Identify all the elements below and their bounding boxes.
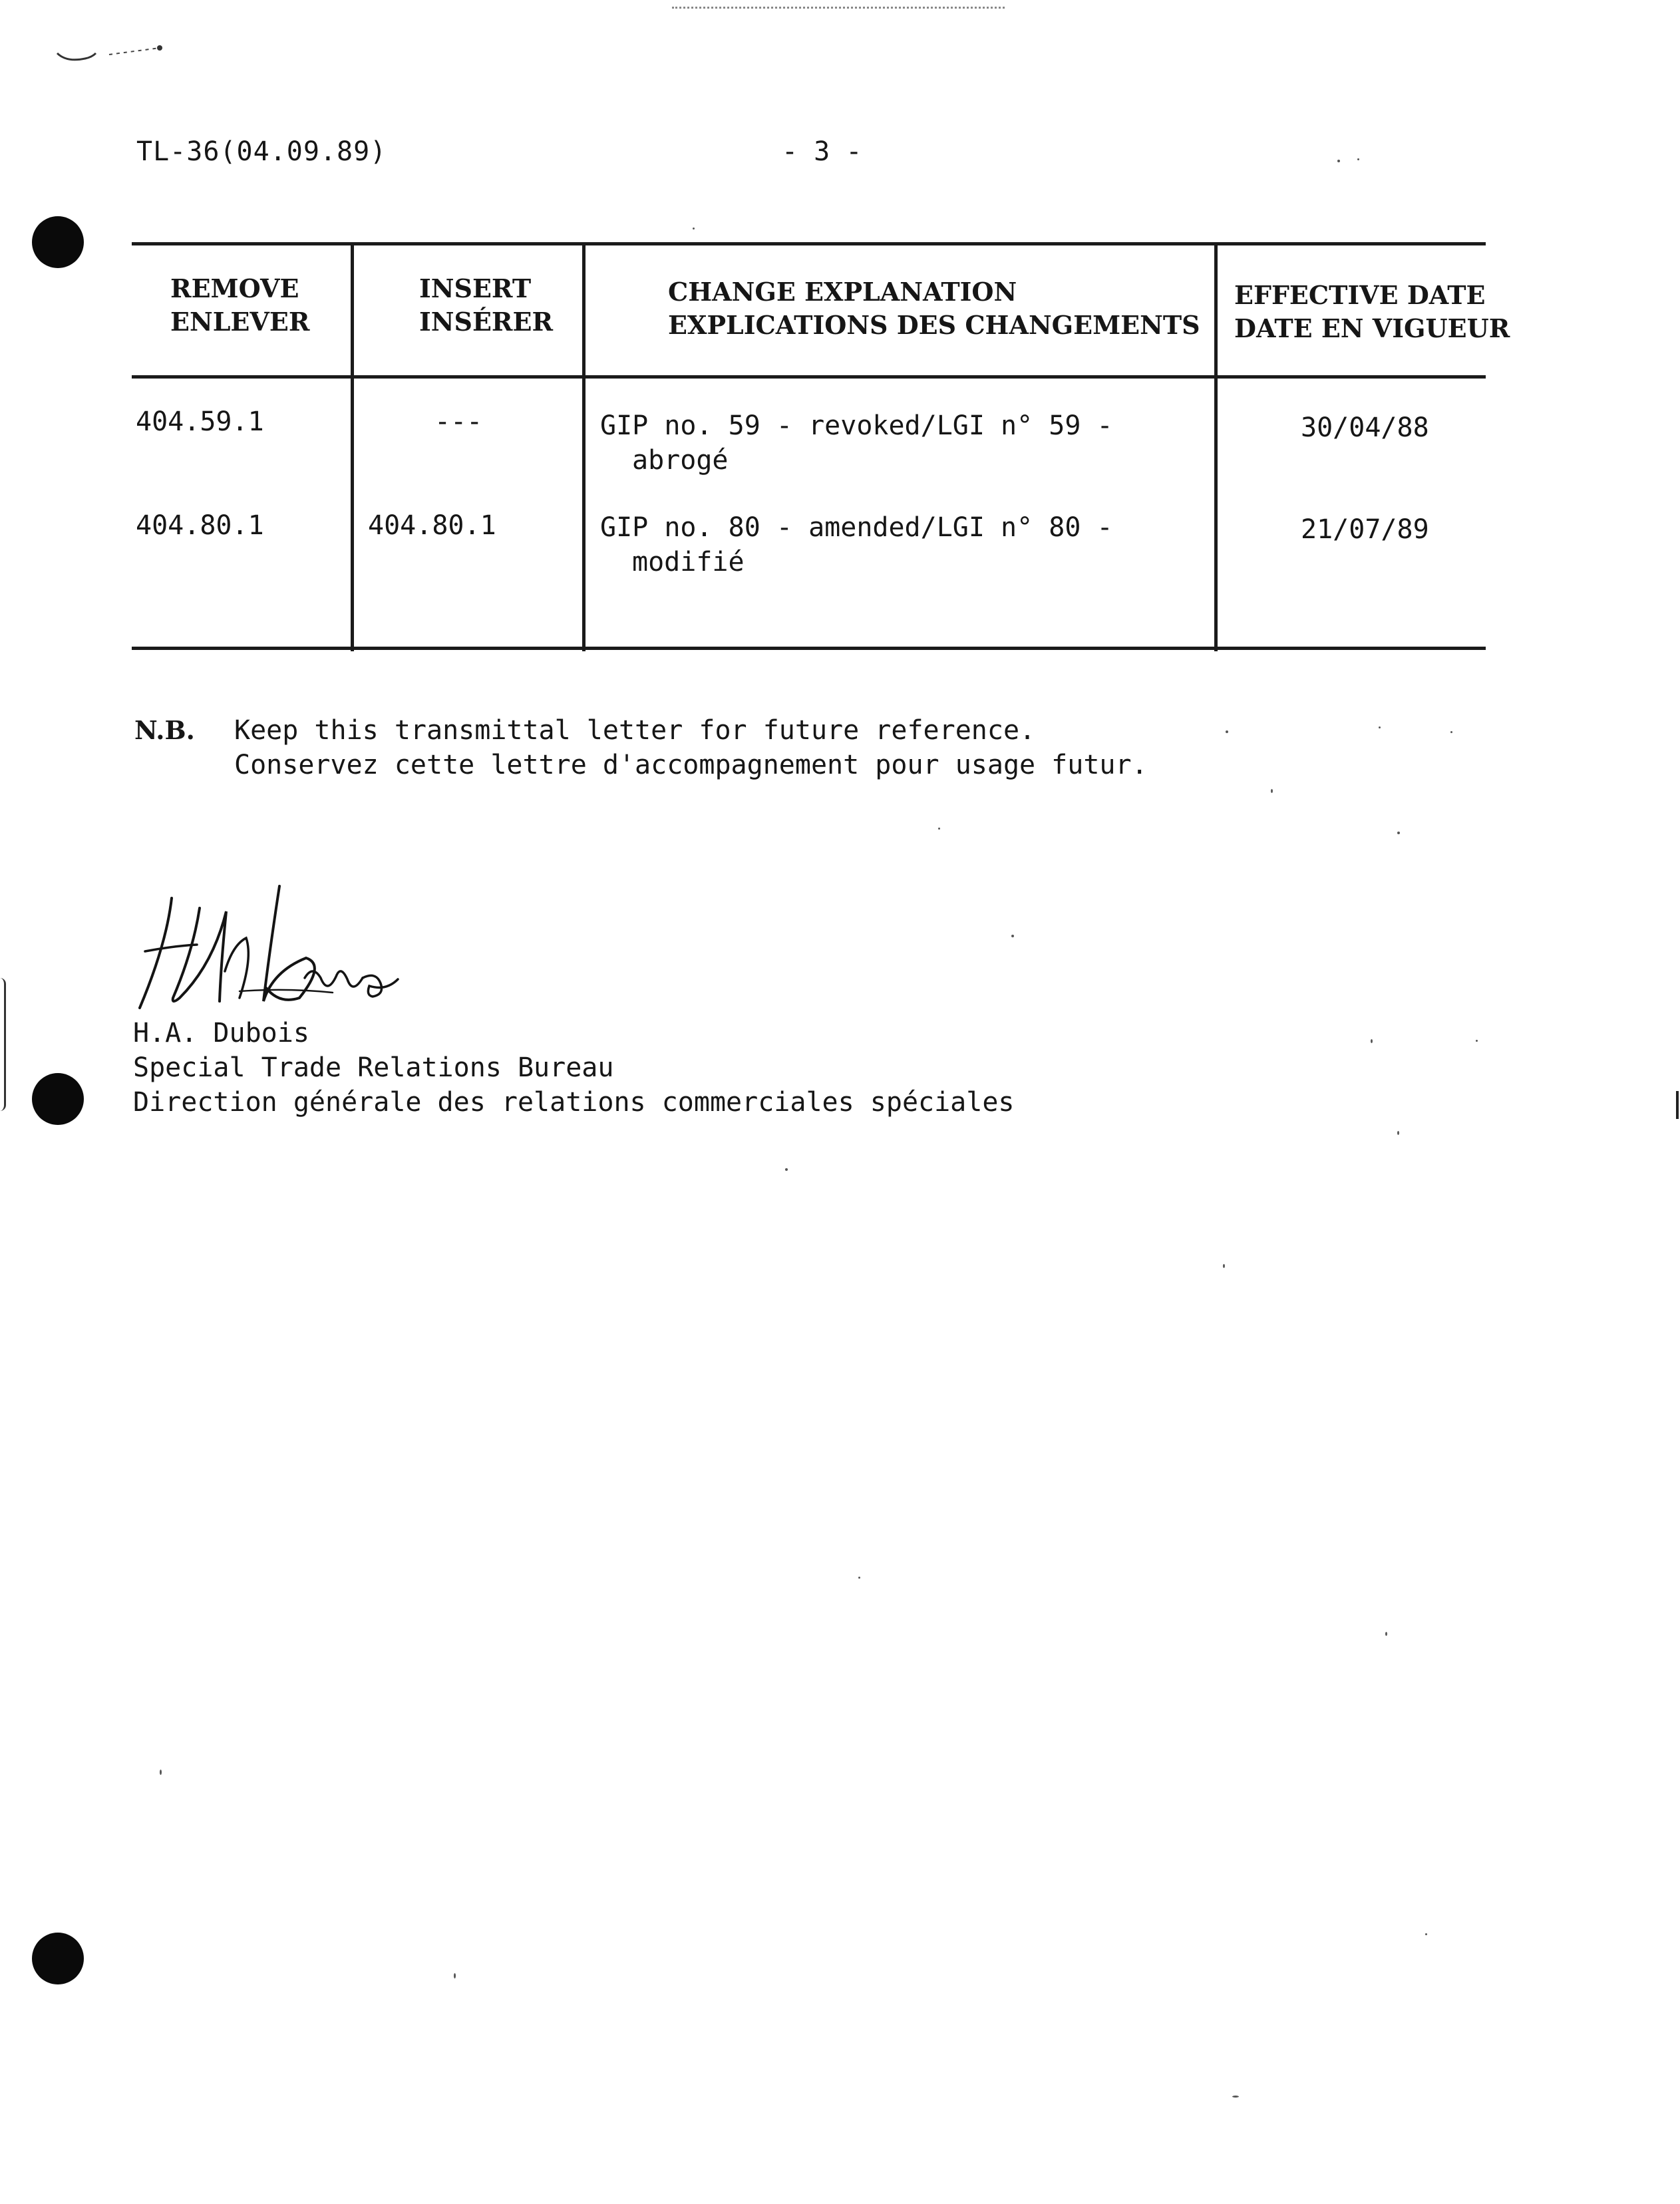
column-header-remove-en: REMOVE [170, 273, 299, 303]
scan-speck [1357, 158, 1359, 160]
scan-speck [1385, 1632, 1387, 1636]
signatory-office-fr: Direction générale des relations commerciales spéciales [133, 1087, 1015, 1118]
scan-speck [693, 228, 695, 230]
punch-hole-bottom [32, 1933, 84, 1984]
row1-explanation-line1: GIP no. 59 - revoked/LGI n° 59 - [600, 410, 1113, 441]
scan-speck [1226, 730, 1228, 733]
transmittal-table [132, 242, 1510, 651]
column-header-explanation [668, 275, 1200, 342]
scan-speck [1397, 832, 1400, 834]
scan-speck [1011, 935, 1014, 937]
row2-insert: 404.80.1 [368, 510, 496, 541]
row2-explanation-line2: modifié [632, 547, 745, 577]
column-divider-3 [1214, 242, 1218, 651]
punch-hole-top [32, 216, 84, 268]
scan-speck [1371, 1039, 1373, 1043]
note-text [234, 713, 1148, 782]
row2-effective-date: 21/07/89 [1301, 514, 1429, 545]
scan-speck [1476, 1040, 1478, 1042]
scan-speck [1379, 726, 1381, 728]
signatory-office-en: Special Trade Relations Bureau [133, 1052, 614, 1083]
table-top-rule [132, 242, 1486, 245]
row2-remove: 404.80.1 [136, 510, 264, 541]
scan-speck [1223, 1264, 1225, 1268]
row1-effective-date: 30/04/88 [1301, 412, 1429, 443]
signatory-name: H.A. Dubois [133, 1018, 309, 1048]
column-divider-2 [582, 242, 586, 651]
scan-speck [1450, 731, 1452, 733]
column-header-insert-en: INSERT [419, 273, 532, 303]
column-header-effective-date-fr: DATE EN VIGUEUR [1234, 313, 1510, 343]
column-header-insert-fr: INSÉRER [419, 307, 554, 337]
scan-speck [938, 828, 940, 830]
column-header-explanation-fr: EXPLICATIONS DES CHANGEMENTS [668, 310, 1200, 340]
scan-edge-mark-right [1676, 1091, 1679, 1119]
scan-artifact-top-left [53, 40, 166, 73]
column-divider-1 [351, 242, 354, 651]
note-line-en: Keep this transmittal letter for future reference. [234, 715, 1036, 746]
row1-explanation-line2: abrogé [632, 445, 729, 476]
scan-speck [1425, 1933, 1427, 1935]
column-header-remove-fr: ENLEVER [170, 307, 310, 337]
punch-hole-middle [32, 1073, 84, 1125]
page-number: - 3 - [782, 136, 862, 167]
note-line-fr: Conservez cette lettre d'accompagnement pour usage futur. [234, 750, 1148, 780]
table-bottom-rule [132, 647, 1486, 650]
scan-speck [454, 1973, 456, 1978]
document-reference: TL-36(04.09.89) [136, 136, 387, 167]
signatory-block [133, 1016, 1015, 1120]
column-header-explanation-en: CHANGE EXPLANATION [668, 277, 1017, 307]
column-header-effective-date [1234, 279, 1510, 345]
scan-speck [1337, 160, 1340, 162]
handwritten-signature [133, 871, 413, 1024]
table-header-rule [132, 375, 1486, 379]
column-header-effective-date-en: EFFECTIVE DATE [1234, 280, 1486, 310]
scan-speck [1397, 1131, 1399, 1135]
row2-explanation-line1: GIP no. 80 - amended/LGI n° 80 - [600, 512, 1113, 543]
scan-speck [1271, 789, 1273, 793]
column-header-insert [419, 272, 553, 339]
scan-speck [858, 1577, 860, 1579]
scan-speck [1232, 2096, 1239, 2098]
scan-edge-mark-left [0, 978, 6, 1111]
scan-speck [160, 1770, 162, 1775]
scan-artifact-top-band [672, 7, 1005, 11]
column-header-remove [170, 272, 309, 339]
note-label: N.B. [134, 715, 195, 745]
row2-explanation [600, 510, 1113, 579]
scan-speck [785, 1168, 788, 1171]
row1-remove: 404.59.1 [136, 406, 264, 437]
row1-insert: --- [434, 406, 483, 437]
row1-explanation [600, 408, 1113, 478]
